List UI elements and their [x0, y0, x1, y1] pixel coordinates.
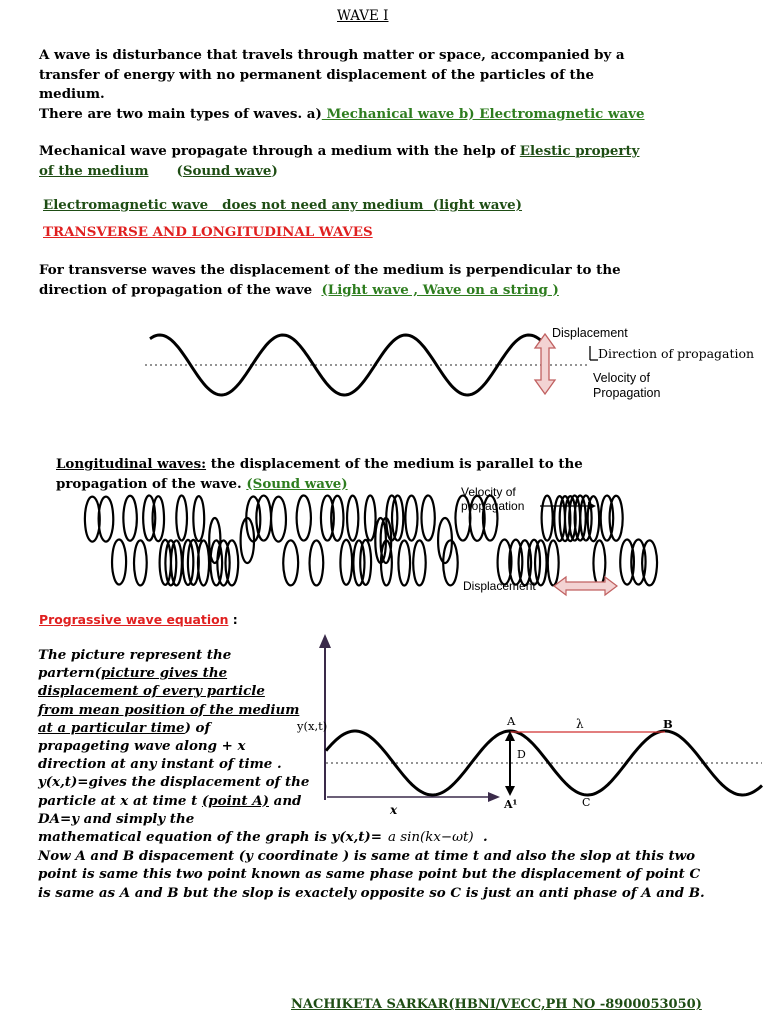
progressive-line-12: Now A and B dispacement (y coordinate ) is same at time t and also the slop at this two [38, 848, 696, 865]
intro-paragraph [39, 46, 759, 124]
progressive-line-8: y(x,t)=gives the displacement of the [38, 774, 310, 791]
longitudinal-text-2: propagation of the wave. [56, 475, 247, 492]
progressive-wave-text-wide [38, 828, 758, 902]
direction-of-propagation-label: Direction of propagation [598, 346, 755, 361]
mechanical-wave-paragraph [39, 142, 759, 181]
mechanical-text: Mechanical wave propagate through a medium with the help of [39, 143, 520, 159]
progressive-line-14: is same as A and B but the slop is exactely opposite so C is just an anti phase of A and B. [38, 884, 705, 901]
progressive-wave-heading [39, 612, 238, 627]
transverse-wave-figure [0, 310, 768, 420]
equation-end: . [473, 829, 488, 845]
point-a-reference: (point A) [201, 792, 269, 809]
displacement-label-long: Displacement [463, 579, 536, 593]
page-title: WAVE I [337, 8, 389, 24]
progressive-line-13: point is same this two point known as same phase point but the displacement of point C [38, 866, 701, 883]
x-distance-arrow [327, 792, 500, 802]
of-the-medium-text: of the medium [39, 162, 149, 179]
intro-line-1: A wave is disturbance that travels through matter or space, accompanied by a [39, 47, 625, 63]
sound-wave-close: ) [271, 162, 278, 179]
author-footer: NACHIKETA SARKAR(HBNI/VECC,PH NO -8900053050) [291, 997, 702, 1012]
progressive-line-10: DA=y and simply the [38, 810, 195, 827]
intro-line-4 [39, 105, 759, 125]
longitudinal-line-1 [56, 455, 756, 475]
point-d-label: D [517, 748, 526, 761]
transverse-examples: (Light wave , Wave on a string ) [321, 281, 559, 298]
progressive-text: partern( [38, 665, 101, 682]
sound-wave-example: Sound wave [182, 162, 272, 179]
progressive-underlined-2: at a particular time [38, 719, 185, 736]
x-label: x [390, 803, 398, 817]
progressive-heading-text: Prograssive wave equation [39, 612, 229, 627]
wave-types-lead: There are two main types of waves. a) [39, 105, 322, 122]
progressive-line-1: The picture represent the [38, 647, 232, 663]
point-b-label: B [663, 717, 673, 731]
velocity-of-propagation-label-2: propagation [461, 499, 525, 513]
sound-wave-open: ( [176, 162, 183, 179]
progressive-line-4: from mean position of the medium [38, 701, 300, 718]
spacer [149, 163, 177, 179]
transverse-paragraph [39, 261, 759, 300]
progressive-line-5 [38, 719, 328, 737]
displacement-double-arrow-long [554, 577, 617, 595]
transverse-line-1: For transverse waves the displacement of the medium is perpendicular to the [39, 262, 621, 278]
progressive-heading-colon: : [228, 612, 238, 627]
progressive-wave-text [38, 646, 328, 828]
velocity-label-line-2: Propagation [593, 386, 661, 400]
longitudinal-example: (Sound wave) [246, 475, 348, 492]
longitudinal-wave-figure [0, 475, 768, 603]
wave-types-list: Mechanical wave b) Electromagnetic wave [321, 105, 645, 122]
progressive-line-7: direction at any instant of time . [38, 756, 282, 773]
progressive-text-2: ) of [184, 719, 211, 736]
mechanical-line-2 [39, 162, 759, 182]
progressive-text-4: and [268, 792, 302, 809]
displacement-double-arrow [535, 334, 555, 394]
intro-line-2: transfer of energy with no permanent displacement of the particles of the [39, 66, 594, 83]
progressive-underlined: picture gives the [100, 665, 228, 682]
transverse-longitudinal-heading: TRANSVERSE AND LONGITUDINAL WAVES [43, 224, 373, 240]
point-c-label: C [582, 796, 591, 809]
spring-coil [85, 496, 657, 586]
displacement-label: Displacement [552, 326, 628, 340]
transverse-text: direction of propagation of the wave [39, 281, 322, 298]
intro-line-3: medium. [39, 86, 105, 102]
elastic-property-link: Elestic property [519, 143, 640, 159]
y-axis [319, 634, 331, 800]
equation-lead: mathematical equation of the graph is y(x,t)= [38, 829, 382, 845]
point-a1-label: A¹ [504, 798, 518, 811]
point-a-label: A [507, 714, 516, 728]
mechanical-line-1 [39, 142, 759, 162]
velocity-of-propagation-label-1: Velocity of [461, 485, 516, 499]
progressive-line-9 [38, 792, 328, 810]
transverse-line-2 [39, 281, 759, 301]
progressive-line-11 [38, 828, 758, 847]
progressive-line-2 [38, 664, 328, 682]
progressive-text-3: particle at x at time t [38, 792, 202, 809]
y-axis-label: y(x,t) [297, 719, 328, 733]
propagation-axis-icon [590, 346, 598, 360]
wave-equation: a sin(kx−ωt) [387, 830, 474, 845]
velocity-label-line-1: Velocity of [593, 371, 650, 385]
progressive-wave-graph [290, 630, 768, 830]
longitudinal-term: Longitudinal waves: [56, 456, 207, 472]
progressive-line-6: prapageting wave along + x [38, 738, 246, 755]
progressive-line-3: displacement of every particle [38, 683, 265, 700]
longitudinal-text: the displacement of the medium is parallel to the [206, 456, 583, 472]
wavelength-label: λ [576, 717, 584, 731]
electromagnetic-wave-line: Electromagnetic wave does not need any medium (light wave) [43, 197, 523, 213]
